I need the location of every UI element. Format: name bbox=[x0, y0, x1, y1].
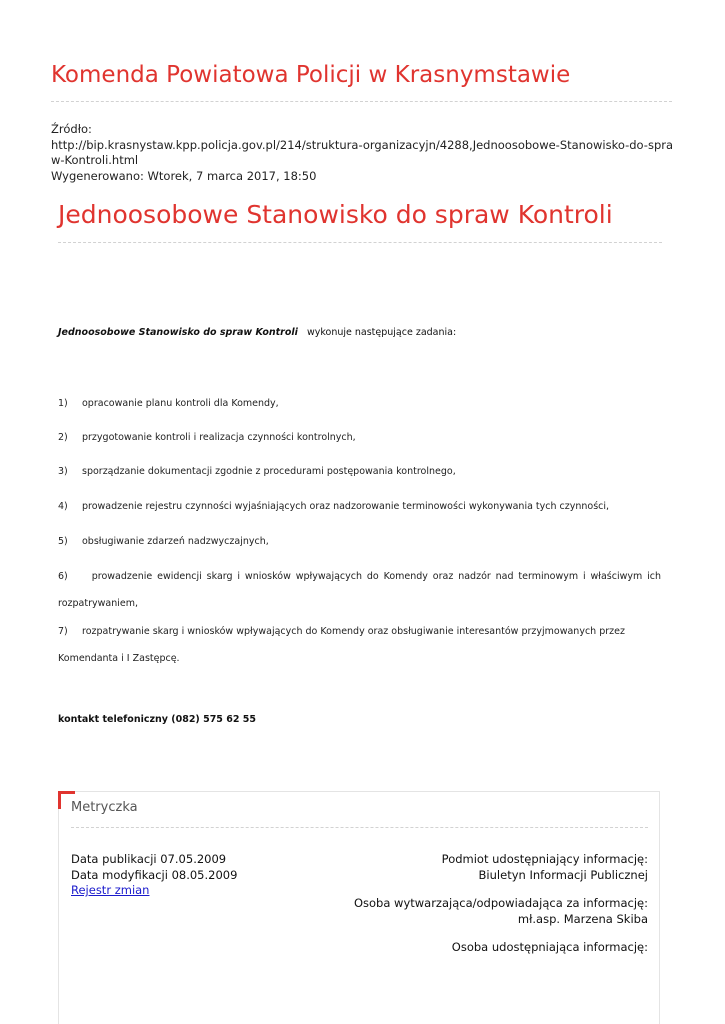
changelog-link[interactable]: Rejestr zmian bbox=[71, 883, 150, 897]
metryczka-title: Metryczka bbox=[71, 800, 138, 815]
task-text: rozpatrywanie skarg i wniosków wpływających do Komendy oraz obsługiwanie interesantów przyjmowanych przez Komendanta i I Zastępcę. bbox=[58, 626, 625, 664]
generated-date: Wygenerowano: Wtorek, 7 marca 2017, 18:50 bbox=[51, 168, 317, 183]
published-date: Data publikacji 07.05.2009 bbox=[71, 852, 227, 866]
source-label: Źródło: bbox=[51, 122, 92, 136]
metryczka-divider bbox=[71, 827, 648, 828]
task-number: 3) bbox=[58, 466, 68, 477]
page-title: Jednoosobowe Stanowisko do spraw Kontroli bbox=[58, 200, 613, 229]
intro-text bbox=[58, 327, 456, 338]
header-divider bbox=[51, 101, 672, 102]
list-item bbox=[58, 528, 661, 555]
task-text: opracowanie planu kontroli dla Komendy, bbox=[82, 398, 279, 409]
task-number: 2) bbox=[58, 432, 68, 443]
provider-value: Biuletyn Informacji Publicznej bbox=[478, 867, 648, 882]
publisher-label: Osoba udostępniająca informację: bbox=[451, 940, 648, 954]
contact-phone: kontakt telefoniczny (082) 575 62 55 bbox=[58, 714, 256, 725]
title-divider bbox=[58, 242, 662, 243]
task-number: 1) bbox=[58, 398, 68, 409]
source-info bbox=[51, 122, 679, 184]
list-item bbox=[58, 618, 661, 672]
task-number: 5) bbox=[58, 536, 68, 547]
metryczka-dates bbox=[71, 852, 237, 899]
list-item bbox=[58, 390, 661, 417]
author-value: mł.asp. Marzena Skiba bbox=[517, 911, 648, 926]
corner-accent bbox=[58, 791, 61, 809]
modified-date: Data modyfikacji 08.05.2009 bbox=[71, 867, 238, 882]
task-text: prowadzenie rejestru czynności wyjaśniających oraz nadzorowanie terminowości wykonywania tych czynności, bbox=[82, 501, 610, 512]
intro-unit-name: Jednoosobowe Stanowisko do spraw Kontroli bbox=[58, 327, 298, 338]
task-text: prowadzenie ewidencji skarg i wniosków wpływających do Komendy oraz nadzór nad terminowym i właściwym ich rozpatrywaniem, bbox=[58, 571, 665, 609]
list-item bbox=[58, 424, 661, 451]
source-url: http://bip.krasnystaw.kpp.policja.gov.pl/214/struktura-organizacyjn/4288,Jednoosobowe-Stanowisko-do-spraw-Kontroli.html bbox=[51, 137, 674, 167]
author-label: Osoba wytwarzająca/odpowiadająca za informację: bbox=[353, 896, 648, 910]
intro-rest: wykonuje następujące zadania: bbox=[306, 327, 457, 338]
task-number: 6) bbox=[58, 571, 68, 582]
task-text: sporządzanie dokumentacji zgodnie z procedurami postępowania kontrolnego, bbox=[82, 466, 456, 477]
list-item bbox=[58, 458, 661, 485]
provider-label: Podmiot udostępniający informację: bbox=[441, 852, 648, 866]
list-item bbox=[58, 563, 665, 617]
list-item bbox=[58, 493, 661, 520]
task-number: 4) bbox=[58, 501, 68, 512]
task-number: 7) bbox=[58, 626, 68, 637]
site-title: Komenda Powiatowa Policji w Krasnymstawie bbox=[51, 62, 571, 88]
metryczka-responsible bbox=[328, 852, 648, 956]
task-text: obsługiwanie zdarzeń nadzwyczajnych, bbox=[82, 536, 269, 547]
task-text: przygotowanie kontroli i realizacja czynności kontrolnych, bbox=[82, 432, 356, 443]
